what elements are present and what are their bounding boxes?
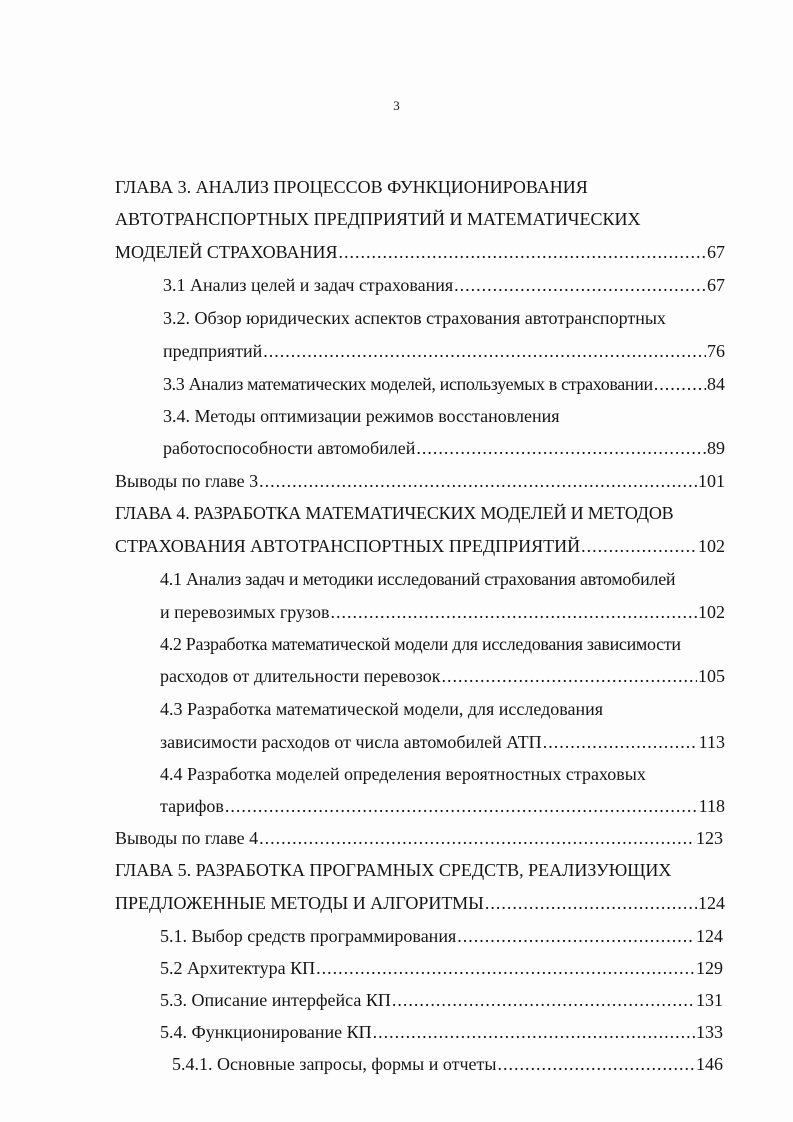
toc-section-title: 3.1 Анализ целей и задач страхования: [163, 275, 454, 295]
toc-section-4-4-line-1: [160, 759, 725, 789]
toc-section-title: 4.2 Разработка математической модели для исследования зависимости: [160, 634, 681, 654]
toc-page-number: 84: [707, 374, 725, 394]
toc-section-title: 5.4.1. Основные запросы, формы и отчеты: [172, 1054, 497, 1074]
toc-leader-dots: [259, 466, 697, 496]
toc-leader-dots: [259, 823, 695, 853]
toc-chapter-4-title-part-1: ГЛАВА 4. РАЗРАБОТКА МАТЕМАТИЧЕСКИХ МОДЕЛЕЙ И МЕТОДОВ: [115, 503, 674, 523]
toc-leader-dots: [263, 336, 706, 366]
toc-page-number: 146: [696, 1054, 723, 1074]
toc-section-3-2-line-2: [163, 336, 725, 366]
toc-leader-dots: [543, 727, 698, 757]
toc-section-title: и перевозимых грузов: [160, 602, 330, 622]
toc-leader-dots: [373, 1017, 695, 1047]
toc-chapter-3-line-3: [115, 237, 725, 267]
toc-section-title: Выводы по главе 3: [115, 471, 259, 491]
toc-section-5-1: [160, 921, 723, 951]
toc-section-title: 4.1 Анализ задач и методики исследований страхования автомобилей: [160, 569, 676, 589]
toc-section-5-4: [160, 1017, 723, 1047]
toc-section-title: 3.4. Методы оптимизации режимов восстановления: [163, 406, 560, 426]
toc-section-5-4-1: [172, 1049, 723, 1079]
toc-leader-dots: [339, 237, 706, 267]
toc-page-number: 89: [707, 438, 725, 458]
toc-section-title: 3.2. Обзор юридических аспектов страхования автотранспортных: [163, 308, 666, 328]
toc-leader-dots: [454, 270, 706, 300]
toc-section-title: зависимости расходов от числа автомобилей АТП: [160, 732, 542, 752]
toc-section-title: 3.3 Анализ математических моделей, используемых в страховании: [163, 374, 653, 394]
toc-page-number: 102: [698, 536, 725, 556]
toc-section-title: расходов от длительности перевозок: [160, 666, 441, 686]
toc-section-4-2-line-2: [160, 661, 725, 691]
toc-page-number: 113: [698, 732, 725, 752]
toc-page-number: 123: [696, 828, 723, 848]
toc-section-5-3: [160, 985, 723, 1015]
toc-chapter-3-title-part-2: АВТОТРАНСПОРТНЫХ ПРЕДПРИЯТИЙ И МАТЕМАТИЧЕСКИХ: [115, 209, 641, 229]
toc-leader-dots: [457, 921, 695, 951]
toc-page-number: 101: [698, 471, 725, 491]
toc-leader-dots: [416, 433, 706, 463]
toc-page-number: 131: [696, 990, 723, 1010]
toc-section-title: 5.3. Описание интерфейса КП: [160, 990, 391, 1010]
toc-page-number: 67: [707, 242, 725, 262]
toc-page-number: 102: [698, 602, 725, 622]
toc-section-title: 5.2 Архитектура КП: [160, 958, 316, 978]
toc-section-3-4-line-1: [163, 401, 725, 431]
toc-page-number: 124: [696, 926, 723, 946]
toc-page-number: 129: [696, 958, 723, 978]
toc-leader-dots: [581, 531, 697, 561]
toc-section-3-1: [163, 270, 725, 300]
toc-section-title: 5.1. Выбор средств программирования: [160, 926, 457, 946]
page-number: 3: [393, 98, 400, 113]
toc-leader-dots: [485, 888, 697, 918]
toc-section-5-2: [160, 953, 723, 983]
toc-section-title: работоспособности автомобилей: [163, 438, 416, 458]
toc-conclusions-3: [115, 466, 725, 496]
toc-chapter-3-title-part-3: МОДЕЛЕЙ СТРАХОВАНИЯ: [115, 242, 338, 262]
toc-leader-dots: [225, 791, 698, 821]
toc-page-number: 133: [696, 1022, 723, 1042]
toc-leader-dots: [331, 597, 698, 627]
toc-page-number: 124: [698, 893, 725, 913]
toc-section-3-2-line-1: [163, 303, 725, 333]
toc-section-3-3: [163, 369, 725, 399]
toc-leader-dots: [316, 953, 695, 983]
toc-chapter-4-title-part-2: СТРАХОВАНИЯ АВТОТРАНСПОРТНЫХ ПРЕДПРИЯТИЙ: [115, 536, 581, 556]
toc-leader-dots: [441, 661, 697, 691]
toc-section-4-1-line-2: [160, 597, 725, 627]
toc-page-number: 105: [698, 666, 725, 686]
toc-page-number: 76: [707, 341, 725, 361]
toc-section-title: Выводы по главе 4: [115, 828, 259, 848]
toc-chapter-5-title-part-1: ГЛАВА 5. РАЗРАБОТКА ПРОГРАМНЫХ СРЕДСТВ, РЕАЛИЗУЮЩИХ: [115, 860, 672, 880]
toc-section-4-4-line-2: [160, 791, 725, 821]
toc-chapter-5-title-part-2: ПРЕДЛОЖЕННЫЕ МЕТОДЫ И АЛГОРИТМЫ: [115, 893, 484, 913]
toc-chapter-5-line-1: [115, 855, 725, 885]
toc-leader-dots: [498, 1049, 695, 1079]
toc-chapter-4-line-1: [115, 498, 725, 528]
toc-leader-dots: [392, 985, 695, 1015]
toc-section-4-3-line-1: [160, 694, 725, 724]
toc-section-4-1-line-1: [160, 564, 725, 594]
toc-chapter-3-title-part-1: ГЛАВА 3. АНАЛИЗ ПРОЦЕССОВ ФУНКЦИОНИРОВАНИЯ: [115, 177, 588, 197]
toc-chapter-3-line-1: [115, 172, 725, 202]
toc-section-3-4-line-2: [163, 433, 725, 463]
toc-section-title: 5.4. Функционирование КП: [160, 1022, 372, 1042]
toc-chapter-4-line-2: [115, 531, 725, 561]
toc-chapter-3-line-2: [115, 204, 725, 234]
toc-section-title: тарифов: [160, 796, 224, 816]
toc-section-4-2-line-1: [160, 629, 725, 659]
toc-page-number: 118: [698, 796, 725, 816]
toc-conclusions-4: [115, 823, 723, 853]
toc-chapter-5-line-2: [115, 888, 725, 918]
toc-section-title: 4.3 Разработка математической модели, для исследования: [160, 699, 604, 719]
toc-section-4-3-line-2: [160, 727, 725, 757]
toc-section-title: 4.4 Разработка моделей определения вероятностных страховых: [160, 764, 646, 784]
toc-section-title: предприятий: [163, 341, 263, 361]
toc-page-number: 67: [707, 275, 725, 295]
toc-leader-dots: [654, 369, 706, 399]
